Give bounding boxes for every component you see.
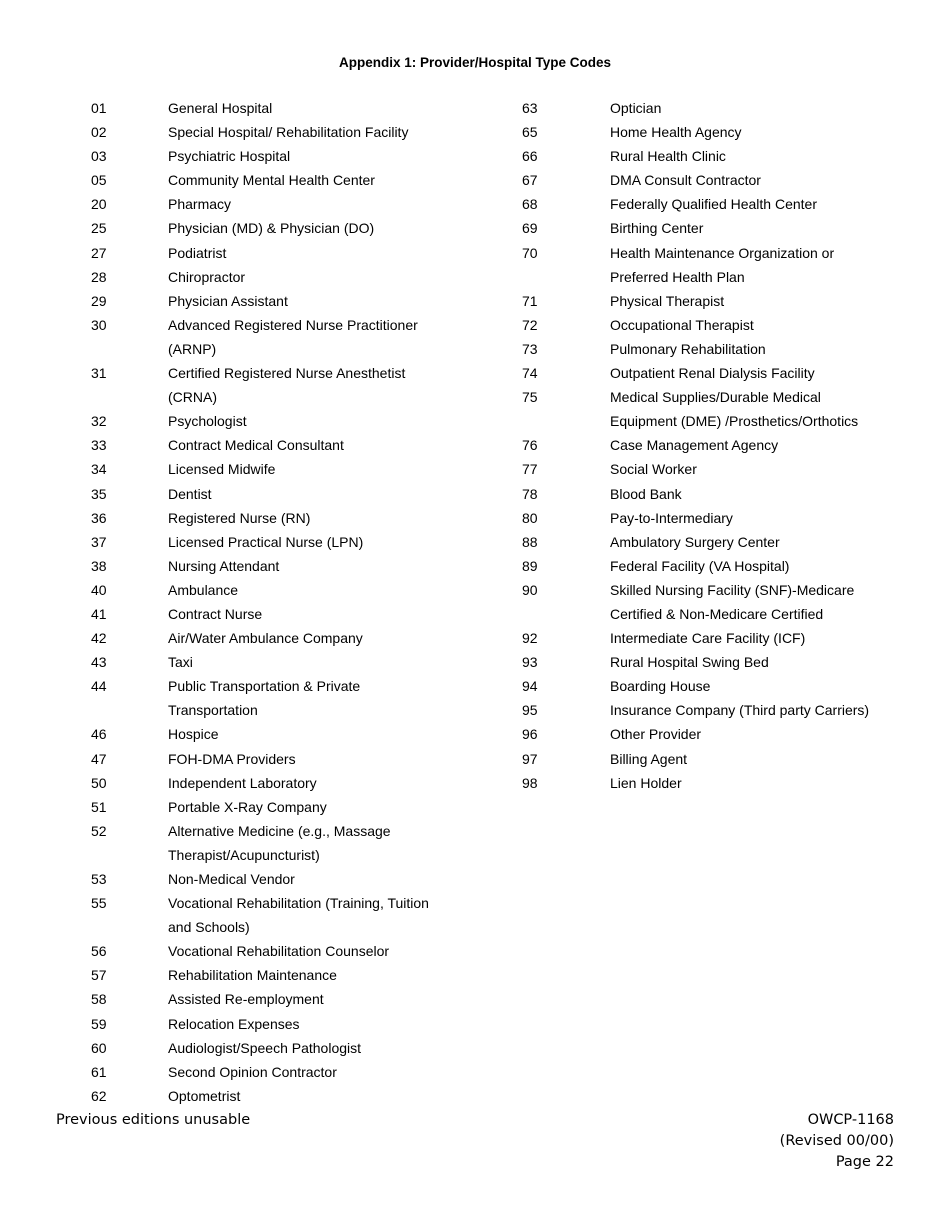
type-description: Psychiatric Hospital	[168, 148, 291, 165]
type-code: 71	[522, 292, 538, 309]
type-description: Physician (MD) & Physician (DO)	[168, 220, 375, 237]
type-code: 41	[91, 605, 107, 622]
type-description: Physical Therapist	[610, 292, 725, 309]
type-code: 93	[522, 654, 538, 671]
type-code: 47	[91, 750, 107, 767]
type-description: Billing Agent	[610, 750, 688, 767]
type-description: General Hospital	[168, 100, 273, 116]
type-description: Licensed Practical Nurse (LPN)	[168, 533, 364, 550]
type-code: 37	[91, 533, 107, 550]
type-description: Insurance Company (Third party Carriers)	[610, 702, 870, 719]
type-description: Air/Water Ambulance Company	[168, 630, 363, 647]
type-code: 92	[522, 630, 538, 647]
type-description: Home Health Agency	[610, 124, 742, 141]
type-code: 66	[522, 148, 538, 165]
type-description: Community Mental Health Center	[168, 172, 375, 189]
type-description: DMA Consult Contractor	[610, 172, 761, 189]
type-description: Certified & Non-Medicare Certified	[610, 605, 824, 622]
type-description: Assisted Re-employment	[168, 991, 324, 1008]
type-code: 02	[91, 124, 107, 141]
type-code: 88	[522, 533, 538, 550]
footer-form-info	[780, 1110, 894, 1173]
type-description: Contract Medical Consultant	[168, 437, 344, 454]
type-code: 96	[522, 726, 538, 743]
type-description: Dentist	[168, 485, 212, 502]
type-description: Vocational Rehabilitation Counselor	[168, 943, 390, 960]
type-code: 53	[91, 871, 107, 887]
type-code: 03	[91, 148, 107, 165]
type-description: Psychologist	[168, 413, 247, 430]
type-description: (ARNP)	[168, 340, 217, 357]
type-description: Special Hospital/ Rehabilitation Facility	[168, 124, 409, 141]
type-code: 70	[522, 244, 538, 261]
type-code: 89	[522, 557, 538, 574]
type-description: Podiatrist	[168, 244, 227, 261]
type-code: 51	[91, 798, 107, 815]
type-description: Health Maintenance Organization or	[610, 244, 835, 261]
type-description: Equipment (DME) /Prosthetics/Orthotics	[610, 413, 859, 430]
type-description: Licensed Midwife	[168, 461, 276, 478]
type-code: 20	[91, 196, 107, 213]
type-code: 40	[91, 581, 107, 598]
type-description: Public Transportation & Private	[168, 678, 361, 695]
type-code: 55	[91, 895, 107, 912]
type-code: 72	[522, 316, 538, 333]
type-code: 63	[522, 100, 538, 116]
type-code: 35	[91, 485, 107, 502]
type-description: Vocational Rehabilitation (Training, Tuition	[168, 895, 429, 912]
type-code: 27	[91, 244, 107, 261]
type-description: Second Opinion Contractor	[168, 1063, 337, 1080]
type-code: 30	[91, 316, 107, 333]
type-description: Pulmonary Rehabilitation	[610, 340, 766, 357]
type-code: 29	[91, 292, 107, 309]
type-description: Audiologist/Speech Pathologist	[168, 1039, 362, 1056]
type-code: 31	[91, 365, 107, 382]
type-description: Relocation Expenses	[168, 1015, 300, 1032]
type-code: 52	[91, 822, 107, 839]
type-code: 67	[522, 172, 538, 189]
type-description: Outpatient Renal Dialysis Facility	[610, 365, 815, 382]
type-description: Optician	[610, 100, 662, 116]
type-description: Chiropractor	[168, 268, 246, 285]
type-description: Ambulance	[168, 581, 239, 598]
type-description: Skilled Nursing Facility (SNF)-Medicare	[610, 581, 855, 598]
footer-form-number: OWCP-1168	[807, 1112, 894, 1128]
type-code: 65	[522, 124, 538, 141]
type-description: (CRNA)	[168, 389, 217, 406]
type-description: Certified Registered Nurse Anesthetist	[168, 365, 406, 382]
type-description: Federal Facility (VA Hospital)	[610, 557, 790, 574]
type-code: 36	[91, 509, 107, 526]
type-description: Pay-to-Intermediary	[610, 509, 733, 526]
type-description: Preferred Health Plan	[610, 268, 745, 285]
type-code: 50	[91, 774, 107, 791]
type-code: 59	[91, 1015, 107, 1032]
type-description: Ambulatory Surgery Center	[610, 533, 780, 550]
type-code: 61	[91, 1063, 107, 1080]
type-description: Rehabilitation Maintenance	[168, 967, 337, 984]
type-description: Registered Nurse (RN)	[168, 509, 311, 526]
type-code: 78	[522, 485, 538, 502]
type-description: Independent Laboratory	[168, 774, 317, 791]
type-code: 42	[91, 630, 107, 647]
type-code: 94	[522, 678, 538, 695]
type-description: Optometrist	[168, 1087, 241, 1104]
type-description: Case Management Agency	[610, 437, 779, 454]
type-code: 75	[522, 389, 538, 406]
type-description: Non-Medical Vendor	[168, 871, 295, 887]
type-code: 58	[91, 991, 107, 1008]
type-description: FOH-DMA Providers	[168, 750, 296, 767]
type-code: 05	[91, 172, 107, 189]
type-description: Boarding House	[610, 678, 711, 695]
type-code: 90	[522, 581, 538, 598]
type-description: Rural Hospital Swing Bed	[610, 654, 769, 671]
footer-page-number: Page 22	[835, 1154, 894, 1170]
type-description: Nursing Attendant	[168, 557, 280, 574]
footer-editions-note: Previous editions unusable	[56, 1112, 251, 1128]
type-description: Physician Assistant	[168, 292, 288, 309]
type-code: 33	[91, 437, 107, 454]
type-code: 97	[522, 750, 538, 767]
type-description: Birthing Center	[610, 220, 704, 237]
type-description: Portable X-Ray Company	[168, 798, 327, 815]
type-description: Medical Supplies/Durable Medical	[610, 389, 821, 406]
type-code: 60	[91, 1039, 107, 1056]
type-code: 80	[522, 509, 538, 526]
type-description: Occupational Therapist	[610, 316, 754, 333]
type-description: Hospice	[168, 726, 219, 743]
type-description: Contract Nurse	[168, 605, 263, 622]
type-code: 76	[522, 437, 538, 454]
footer-revision: (Revised 00/00)	[779, 1133, 894, 1149]
type-description: Therapist/Acupuncturist)	[168, 846, 320, 863]
type-code: 43	[91, 654, 107, 671]
type-code: 74	[522, 365, 538, 382]
type-description: and Schools)	[168, 919, 250, 936]
page-title: Appendix 1: Provider/Hospital Type Codes	[338, 55, 612, 70]
type-code: 34	[91, 461, 107, 478]
type-description: Taxi	[168, 654, 193, 671]
type-code: 56	[91, 943, 107, 960]
type-description: Rural Health Clinic	[610, 148, 726, 165]
type-description: Lien Holder	[610, 774, 682, 791]
type-description: Intermediate Care Facility (ICF)	[610, 630, 806, 647]
type-description: Other Provider	[610, 726, 702, 743]
type-code: 68	[522, 196, 538, 213]
type-code: 28	[91, 268, 107, 285]
type-description: Federally Qualified Health Center	[610, 196, 817, 213]
type-description: Transportation	[168, 702, 258, 719]
type-code: 46	[91, 726, 107, 743]
type-description: Social Worker	[610, 461, 697, 478]
type-code: 32	[91, 413, 107, 430]
type-code: 25	[91, 220, 107, 237]
type-description: Advanced Registered Nurse Practitioner	[168, 316, 418, 333]
type-description: Pharmacy	[168, 196, 232, 213]
type-code: 38	[91, 557, 107, 574]
type-code: 57	[91, 967, 107, 984]
type-code: 77	[522, 461, 538, 478]
type-description: Blood Bank	[610, 485, 682, 502]
type-code: 69	[522, 220, 538, 237]
type-code: 62	[91, 1087, 107, 1104]
type-code: 73	[522, 340, 538, 357]
type-description: Alternative Medicine (e.g., Massage	[168, 822, 391, 839]
type-code: 44	[91, 678, 107, 695]
type-code: 01	[91, 100, 107, 116]
type-code: 98	[522, 774, 538, 791]
type-code: 95	[522, 702, 538, 719]
